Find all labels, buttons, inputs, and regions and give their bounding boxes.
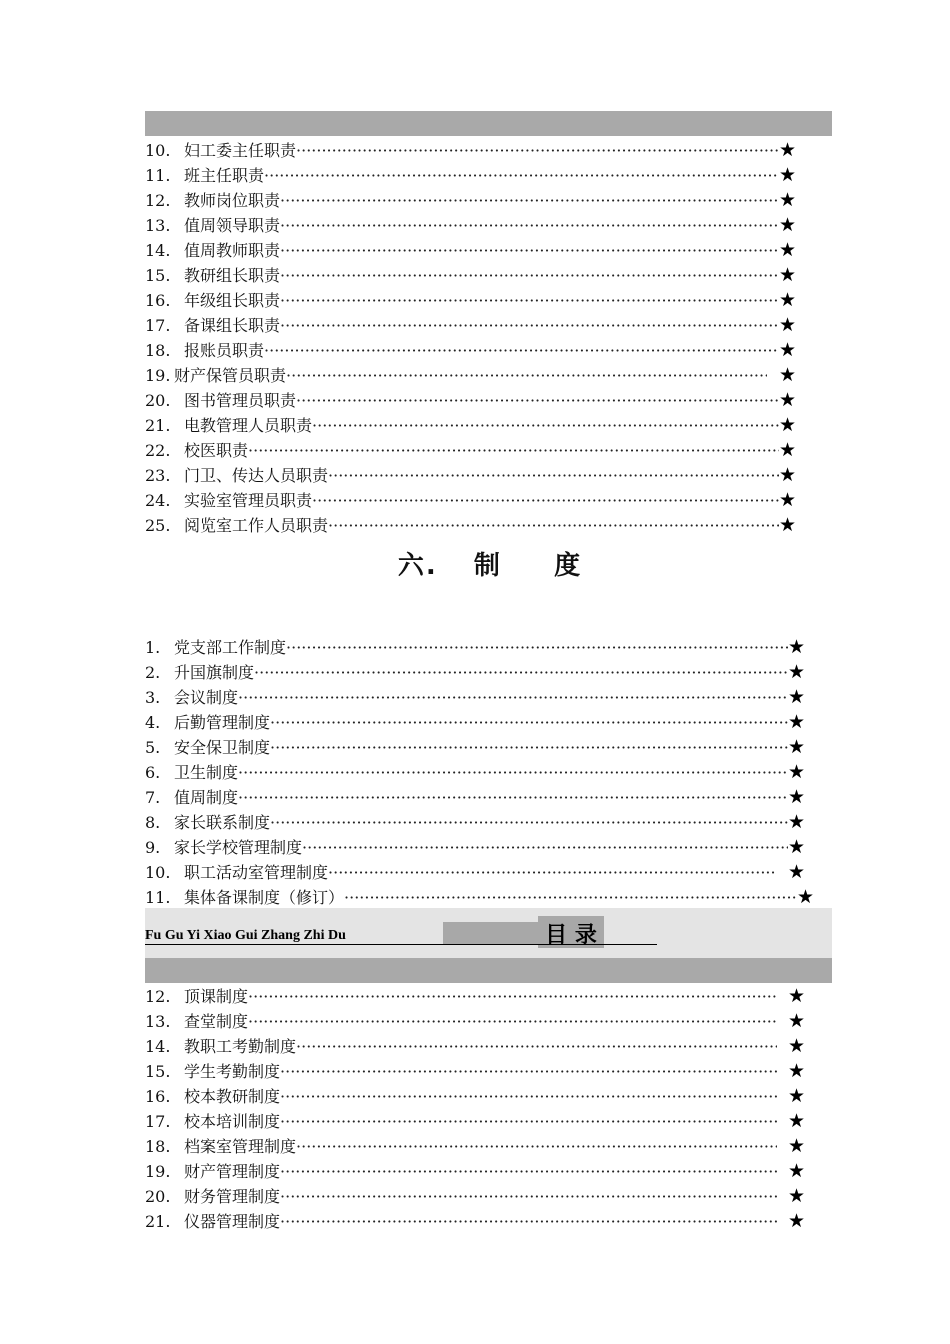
toc-entry-title: 家长联系制度 [174, 813, 271, 832]
toc-entry-number: 13. [145, 216, 171, 235]
toc-entry-title: 年级组长职责 [184, 291, 281, 310]
star-icon: ★ [788, 736, 806, 758]
toc-entry-title: 备课组长职责 [184, 316, 281, 335]
toc-leader-dots [286, 363, 767, 388]
toc-entry-number: 24. [145, 491, 171, 510]
toc-entry-title: 顶课制度 [184, 987, 249, 1006]
heading-part-1: 制 [473, 551, 502, 581]
toc-entry-number: 4. [145, 713, 161, 732]
toc-entry-number: 5. [145, 738, 161, 757]
toc-entry-title: 教师岗位职责 [184, 191, 281, 210]
toc-entry-title: 档案室管理制度 [184, 1137, 297, 1156]
toc-section-regulations [145, 635, 814, 910]
toc-leader-dots [248, 1009, 777, 1034]
star-icon: ★ [779, 389, 797, 411]
toc-leader-dots [270, 735, 788, 760]
toc-entry [145, 263, 796, 288]
toc-leader-dots [280, 288, 779, 313]
star-icon: ★ [797, 886, 815, 908]
toc-entry-title: 电教管理人员职责 [184, 416, 313, 435]
toc-entry-title: 学生考勤制度 [184, 1062, 281, 1081]
toc-entry-number: 12. [145, 987, 171, 1006]
heading-part-number: 六. [397, 551, 438, 581]
star-icon: ★ [779, 364, 797, 386]
toc-entry [145, 188, 796, 213]
header-shade-block [443, 922, 538, 944]
star-icon: ★ [788, 1185, 806, 1207]
toc-entry-number: 14. [145, 1037, 171, 1056]
toc-entry-number: 16. [145, 1087, 171, 1106]
toc-leader-dots [280, 1084, 777, 1109]
toc-entry [145, 1184, 805, 1209]
star-icon: ★ [779, 514, 797, 536]
toc-leader-dots [296, 1134, 777, 1159]
star-icon: ★ [779, 214, 797, 236]
star-icon: ★ [788, 786, 806, 808]
toc-entry [145, 463, 796, 488]
toc-entry [145, 1209, 805, 1234]
star-icon: ★ [779, 489, 797, 511]
toc-entry [145, 885, 814, 910]
toc-entry [145, 984, 805, 1009]
toc-entry [145, 438, 796, 463]
toc-entry-number: 11. [145, 166, 171, 185]
toc-entry-number: 15. [145, 1062, 171, 1081]
toc-entry [145, 860, 814, 885]
toc-leader-dots [248, 438, 779, 463]
toc-entry-title: 妇工委主任职责 [184, 141, 297, 160]
star-icon: ★ [788, 1210, 806, 1232]
star-icon: ★ [779, 314, 797, 336]
star-icon: ★ [779, 264, 797, 286]
toc-leader-dots [248, 984, 777, 1009]
toc-entry [145, 513, 796, 538]
toc-entry-number: 21. [145, 416, 171, 435]
toc-entry-title: 安全保卫制度 [174, 738, 271, 757]
toc-entry [145, 288, 796, 313]
toc-entry [145, 363, 796, 388]
toc-entry-title: 职工活动室管理制度 [184, 863, 329, 882]
toc-leader-dots [296, 1034, 777, 1059]
toc-entry [145, 413, 796, 438]
toc-entry-title: 报账员职责 [184, 341, 265, 360]
toc-entry-number: 20. [145, 391, 171, 410]
toc-entry-number: 18. [145, 341, 171, 360]
toc-entry-title: 集体备课制度（修订） [184, 888, 345, 907]
star-icon: ★ [788, 1060, 806, 1082]
toc-entry-title: 校医职责 [184, 441, 249, 460]
toc-entry-number: 12. [145, 191, 171, 210]
toc-leader-dots [296, 138, 779, 163]
toc-entry [145, 1034, 805, 1059]
toc-entry-number: 18. [145, 1137, 171, 1156]
star-icon: ★ [779, 414, 797, 436]
toc-entry-number: 20. [145, 1187, 171, 1206]
toc-entry [145, 685, 814, 710]
heading-part-2: 度 [554, 551, 583, 581]
toc-entry-number: 22. [145, 441, 171, 460]
star-icon: ★ [788, 1110, 806, 1132]
toc-entry-title: 财产管理制度 [184, 1162, 281, 1181]
star-icon: ★ [788, 711, 806, 733]
toc-entry-number: 7. [145, 788, 161, 807]
toc-entry [145, 213, 796, 238]
toc-entry-title: 教研组长职责 [184, 266, 281, 285]
toc-entry-number: 15. [145, 266, 171, 285]
toc-entry-title: 党支部工作制度 [174, 638, 287, 657]
star-icon: ★ [779, 139, 797, 161]
toc-entry-number: 14. [145, 241, 171, 260]
toc-leader-dots [270, 810, 788, 835]
toc-leader-dots [312, 413, 779, 438]
section-heading-regulations [0, 545, 950, 582]
star-icon: ★ [788, 661, 806, 683]
toc-entry-number: 1. [145, 638, 161, 657]
toc-leader-dots [280, 263, 779, 288]
toc-entry [145, 1009, 805, 1034]
toc-entry [145, 1059, 805, 1084]
toc-entry-title: 查堂制度 [184, 1012, 249, 1031]
toc-entry-number: 17. [145, 1112, 171, 1131]
star-icon: ★ [779, 339, 797, 361]
toc-leader-dots [280, 1209, 777, 1234]
toc-entry [145, 138, 796, 163]
toc-entry [145, 1109, 805, 1134]
toc-entry-title: 仪器管理制度 [184, 1212, 281, 1231]
toc-entry [145, 1134, 805, 1159]
star-icon: ★ [788, 1160, 806, 1182]
toc-entry-number: 11. [145, 888, 171, 907]
star-icon: ★ [779, 439, 797, 461]
toc-leader-dots [264, 163, 779, 188]
toc-entry-number: 17. [145, 316, 171, 335]
toc-leader-dots [280, 1184, 777, 1209]
toc-entry-title: 值周制度 [174, 788, 239, 807]
toc-leader-dots [296, 388, 779, 413]
toc-leader-dots [302, 835, 788, 860]
top-header-band [145, 111, 832, 136]
star-icon: ★ [788, 761, 806, 783]
toc-entry-title: 财务管理制度 [184, 1187, 281, 1206]
toc-entry [145, 835, 814, 860]
star-icon: ★ [779, 289, 797, 311]
toc-entry-number: 2. [145, 663, 161, 682]
toc-entry-title: 教职工考勤制度 [184, 1037, 297, 1056]
toc-entry-title: 校本教研制度 [184, 1087, 281, 1106]
toc-entry [145, 735, 814, 760]
toc-entry-title: 门卫、传达人员职责 [184, 466, 329, 485]
star-icon: ★ [788, 836, 806, 858]
toc-entry-number: 23. [145, 466, 171, 485]
star-icon: ★ [788, 985, 806, 1007]
star-icon: ★ [788, 1035, 806, 1057]
toc-entry [145, 710, 814, 735]
toc-leader-dots [280, 213, 779, 238]
toc-leader-dots [280, 313, 779, 338]
toc-entry-number: 6. [145, 763, 161, 782]
header-pinyin-title: Fu Gu Yi Xiao Gui Zhang Zhi Du [145, 928, 346, 943]
toc-leader-dots [264, 338, 779, 363]
toc-entry-title: 校本培训制度 [184, 1112, 281, 1131]
toc-entry [145, 338, 796, 363]
toc-entry-title: 财产保管员职责 [174, 366, 287, 385]
toc-entry-number: 8. [145, 813, 161, 832]
toc-entry [145, 635, 814, 660]
toc-leader-dots [280, 188, 779, 213]
toc-entry [145, 660, 814, 685]
toc-entry [145, 238, 796, 263]
toc-leader-dots [280, 1059, 777, 1084]
toc-leader-dots [238, 760, 788, 785]
toc-leader-dots [328, 513, 779, 538]
star-icon: ★ [788, 811, 806, 833]
toc-entry-number: 19. [145, 366, 171, 385]
toc-leader-dots [286, 635, 788, 660]
toc-leader-dots [280, 1159, 777, 1184]
toc-entry-title: 升国旗制度 [174, 663, 255, 682]
toc-entry [145, 810, 814, 835]
star-icon: ★ [779, 164, 797, 186]
toc-leader-dots [238, 785, 788, 810]
toc-entry-title: 图书管理员职责 [184, 391, 297, 410]
toc-entry-title: 阅览室工作人员职责 [184, 516, 329, 535]
star-icon: ★ [788, 1135, 806, 1157]
toc-entry-number: 10. [145, 141, 171, 160]
toc-entry-number: 9. [145, 838, 161, 857]
toc-entry-number: 25. [145, 516, 171, 535]
star-icon: ★ [779, 189, 797, 211]
toc-entry-number: 13. [145, 1012, 171, 1031]
toc-leader-dots [312, 488, 779, 513]
toc-leader-dots [270, 710, 788, 735]
toc-entry [145, 1084, 805, 1109]
star-icon: ★ [779, 239, 797, 261]
toc-entry-title: 值周教师职责 [184, 241, 281, 260]
toc-entry [145, 785, 814, 810]
header-contents-title: 目 录 [545, 923, 597, 948]
toc-entry-number: 16. [145, 291, 171, 310]
star-icon: ★ [779, 464, 797, 486]
toc-entry-title: 家长学校管理制度 [174, 838, 303, 857]
toc-leader-dots [280, 1109, 777, 1134]
toc-entry [145, 1159, 805, 1184]
toc-entry-number: 21. [145, 1212, 171, 1231]
toc-entry-number: 19. [145, 1162, 171, 1181]
toc-entry-title: 会议制度 [174, 688, 239, 707]
toc-entry [145, 313, 796, 338]
toc-entry [145, 760, 814, 785]
star-icon: ★ [788, 1010, 806, 1032]
toc-leader-dots [328, 860, 777, 885]
star-icon: ★ [788, 686, 806, 708]
toc-entry-title: 后勤管理制度 [174, 713, 271, 732]
toc-entry-number: 3. [145, 688, 161, 707]
toc-entry [145, 488, 796, 513]
toc-leader-dots [344, 885, 796, 910]
star-icon: ★ [788, 1085, 806, 1107]
toc-entry [145, 163, 796, 188]
toc-entry-title: 值周领导职责 [184, 216, 281, 235]
star-icon: ★ [788, 636, 806, 658]
toc-entry-number: 10. [145, 863, 171, 882]
toc-section-duties [145, 138, 796, 538]
toc-entry-title: 班主任职责 [184, 166, 265, 185]
toc-entry [145, 388, 796, 413]
second-header-band [145, 958, 832, 983]
star-icon: ★ [788, 861, 806, 883]
toc-leader-dots [328, 463, 779, 488]
toc-leader-dots [238, 685, 788, 710]
toc-section-regulations-continued [145, 984, 805, 1234]
toc-leader-dots [254, 660, 788, 685]
toc-leader-dots [280, 238, 779, 263]
toc-entry-title: 实验室管理员职责 [184, 491, 313, 510]
toc-entry-title: 卫生制度 [174, 763, 239, 782]
